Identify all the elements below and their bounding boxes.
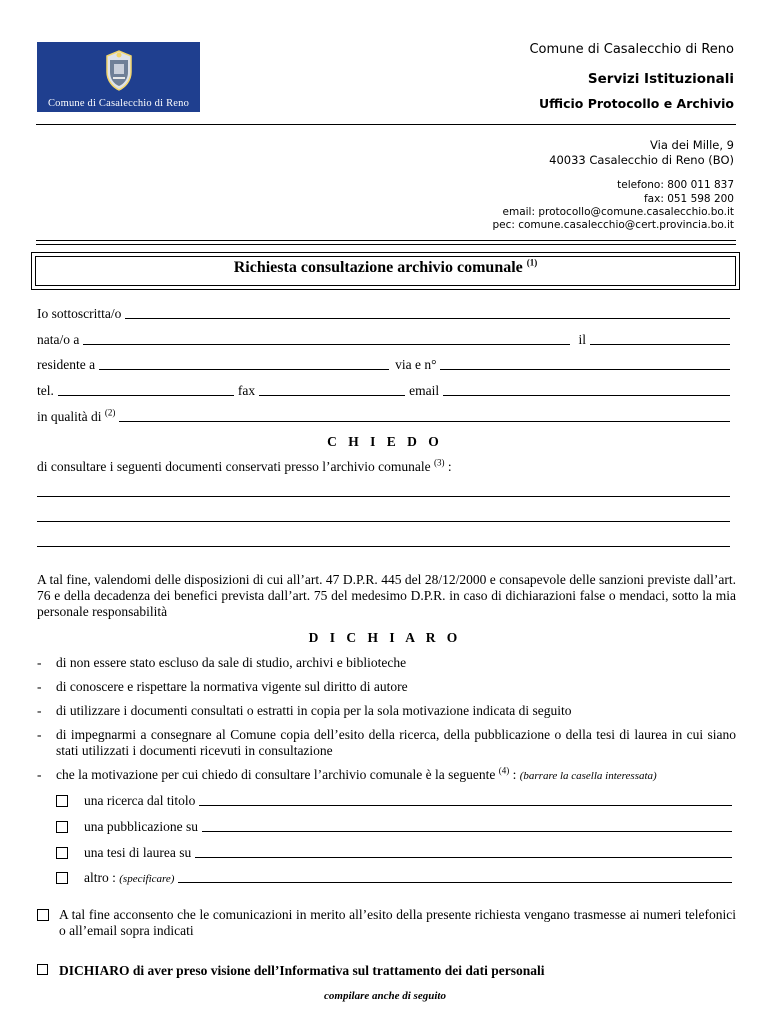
title-footnote: (1) <box>526 257 538 268</box>
declaration-intro: A tal fine, valendomi delle disposizioni di cui all’art. 47 D.P.R. 445 del 28/12/2000 e consapevole delle sanzioni previste dall’art. 76 e della decadenza dei benefici prevista dall’art. 75 del medesimo D.P.R. in caso di dichiarazioni false o mendaci, sotto la mia personale responsabilità <box>37 572 736 619</box>
undersigned-field[interactable] <box>125 304 730 319</box>
motivation-footnote: (4) <box>498 765 510 776</box>
fax-label: fax <box>237 383 256 398</box>
option-research-checkbox[interactable] <box>56 795 68 807</box>
email-address: email: protocollo@comune.casalecchio.bo.it <box>502 206 734 218</box>
option-other-checkbox[interactable] <box>56 872 68 884</box>
address-line-1: Via dei Mille, 9 <box>650 138 734 152</box>
consent-checkbox[interactable] <box>37 909 49 921</box>
request-heading: C H I E D O <box>327 434 443 449</box>
option-research-field[interactable] <box>199 791 732 806</box>
privacy-declaration: DICHIARO di aver preso visione dell’Informativa sul trattamento dei dati personali <box>37 963 545 979</box>
option-other <box>56 868 732 886</box>
capacity-row <box>37 405 730 425</box>
privacy-checkbox[interactable] <box>37 964 48 975</box>
office-name: Ufficio Protocollo e Archivio <box>539 96 734 111</box>
capacity-field[interactable] <box>119 407 730 422</box>
birthplace-field[interactable] <box>83 330 570 345</box>
birth-row <box>37 328 730 348</box>
header-divider-double-bottom <box>36 244 736 245</box>
option-label: altro : (specificare) <box>84 870 175 885</box>
residence-row <box>37 353 730 373</box>
fax-field[interactable] <box>259 381 405 396</box>
declare-item: - di non essere stato escluso da sale di studio, archivi e biblioteche <box>37 655 407 670</box>
option-other-field[interactable] <box>178 868 732 883</box>
option-publication-checkbox[interactable] <box>56 821 68 833</box>
declare-item: - di utilizzare i documenti consultati o estratti in copia per la sola motivazione indicata di seguito <box>37 703 572 718</box>
option-publication <box>56 817 732 835</box>
contacts-row <box>37 379 730 399</box>
undersigned-label: Io sottoscritta/o <box>37 306 122 321</box>
declare-heading: D I C H I A R O <box>308 630 462 645</box>
documents-line-2[interactable] <box>37 521 730 522</box>
option-label: una tesi di laurea su <box>84 845 192 860</box>
request-text: di consultare i seguenti documenti conservati presso l’archivio comunale $^{(3)}$ : <box>37 457 452 474</box>
capacity-footnote: (2) <box>104 407 116 418</box>
option-thesis-checkbox[interactable] <box>56 847 68 859</box>
address-line-2: 40033 Casalecchio di Reno (BO) <box>549 153 734 167</box>
footer-note: compilare anche di seguito <box>324 990 446 1002</box>
declare-item: - di conoscere e rispettare la normativa vigente sul diritto di autore <box>37 679 408 694</box>
motivation-hint: (barrare la casella interessata) <box>519 770 657 782</box>
document-title: Richiesta consultazione archivio comunale $^{(1)}$ <box>233 257 538 276</box>
logo-text: Comune di Casalecchio di Reno <box>47 98 190 109</box>
born-at-label: nata/o a <box>37 332 80 347</box>
option-thesis-field[interactable] <box>195 843 732 858</box>
option-research <box>56 791 732 809</box>
consent-text: A tal fine acconsento che le comunicazioni in merito all’esito della presente richiesta vengano trasmesse ai numeri telefonici o all’email sopra indicati <box>59 907 736 938</box>
option-publication-field[interactable] <box>202 817 732 832</box>
request-footnote: (3) <box>434 457 445 468</box>
option-label: una ricerca dal titolo <box>84 793 196 808</box>
option-label: una pubblicazione su <box>84 819 198 834</box>
birthdate-field[interactable] <box>590 330 730 345</box>
tel-field[interactable] <box>58 381 234 396</box>
declare-item: - di impegnarmi a consegnare al Comune copia dell’esito della ricerca, della pubblicazione o della tesi di laurea in cui siano stati utilizzati i documenti ricevuti in consultazione <box>37 727 736 758</box>
tel-label: tel. <box>37 383 54 398</box>
header-divider <box>36 124 736 125</box>
undersigned-row <box>37 302 730 322</box>
consent-block <box>37 907 736 939</box>
capacity-label: in qualità di $^{(2)}$ <box>37 407 116 424</box>
title-box <box>31 252 740 290</box>
documents-line-3[interactable] <box>37 546 730 547</box>
header-divider-double-top <box>36 240 736 241</box>
email-label: email <box>409 383 440 398</box>
pec-address: pec: comune.casalecchio@cert.provincia.bo.it <box>492 219 734 231</box>
fax-number: fax: 051 598 200 <box>643 193 734 205</box>
coat-of-arms-icon <box>99 48 139 92</box>
documents-line-1[interactable] <box>37 496 730 497</box>
option-thesis <box>56 843 732 861</box>
department-name: Servizi Istituzionali <box>587 71 734 87</box>
municipality-logo <box>37 42 200 112</box>
street-field[interactable] <box>440 355 730 370</box>
residence-city-field[interactable] <box>99 355 389 370</box>
motivation-item: - che la motivazione per cui chiedo di consultare l’archivio comunale è la seguente $^{(4)}$ : (barrare la casella interessata) <box>37 765 657 782</box>
date-label: il <box>578 332 586 347</box>
street-label: via e n° <box>395 357 437 372</box>
org-name: Comune di Casalecchio di Reno <box>529 42 734 57</box>
email-field[interactable] <box>443 381 730 396</box>
phone-number: telefono: 800 011 837 <box>617 179 734 191</box>
resident-label: residente a <box>37 357 96 372</box>
